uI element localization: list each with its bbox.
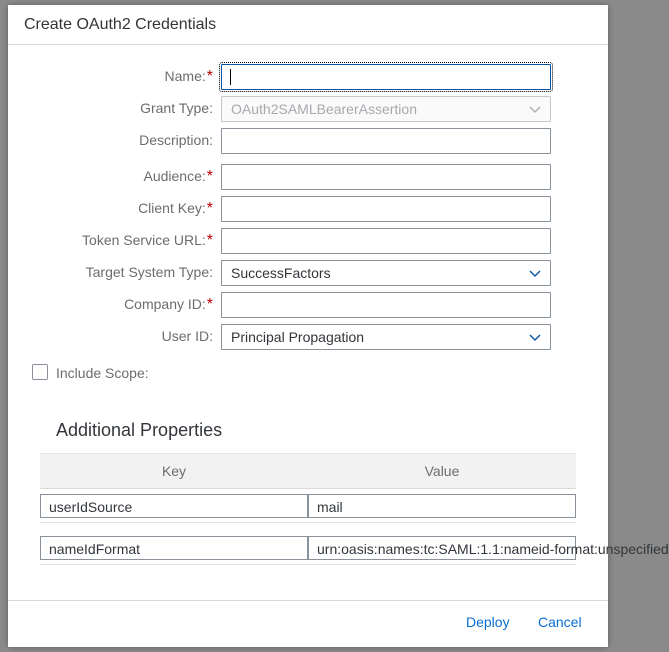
property-key-input[interactable]: nameIdFormat bbox=[40, 536, 308, 560]
user-id-select[interactable] bbox=[221, 324, 551, 350]
target-system-type-select[interactable] bbox=[221, 260, 551, 286]
include-scope-label: Include Scope: bbox=[56, 365, 149, 381]
required-marker: * bbox=[206, 68, 213, 85]
target-system-type-label: Target System Type: bbox=[85, 264, 213, 280]
company-id-input[interactable] bbox=[221, 292, 551, 318]
chevron-down-icon[interactable] bbox=[528, 266, 542, 280]
grant-type-label: Grant Type: bbox=[140, 100, 213, 116]
dialog-footer bbox=[8, 600, 608, 647]
audience-label: Audience:* bbox=[143, 168, 213, 185]
name-input[interactable] bbox=[221, 64, 551, 90]
user-id-label: User ID: bbox=[161, 328, 213, 344]
user-id-row bbox=[8, 324, 608, 350]
deploy-button[interactable]: Deploy bbox=[466, 614, 510, 630]
required-marker: * bbox=[206, 168, 213, 185]
target-system-type-row bbox=[8, 260, 608, 286]
required-marker: * bbox=[206, 296, 213, 313]
audience-input[interactable] bbox=[221, 164, 551, 190]
token-service-url-label: Token Service URL:* bbox=[82, 232, 213, 249]
dialog-header bbox=[8, 5, 608, 45]
column-header-key: Key bbox=[161, 463, 187, 479]
description-label: Description: bbox=[139, 132, 213, 148]
chevron-down-icon bbox=[528, 102, 542, 116]
dialog-title: Create OAuth2 Credentials bbox=[24, 16, 217, 33]
additional-properties-title: Additional Properties bbox=[56, 420, 223, 440]
property-value-input[interactable]: mail bbox=[308, 494, 576, 518]
description-row bbox=[8, 128, 608, 154]
include-scope-checkbox[interactable] bbox=[32, 364, 48, 380]
token-service-url-input[interactable] bbox=[221, 228, 551, 254]
company-id-row bbox=[8, 292, 608, 318]
client-key-input[interactable] bbox=[221, 196, 551, 222]
token-service-url-row bbox=[8, 228, 608, 254]
audience-row bbox=[8, 164, 608, 190]
company-id-label: Company ID:* bbox=[124, 296, 213, 313]
grant-type-row bbox=[8, 96, 608, 122]
target-system-type-value: SuccessFactors bbox=[231, 265, 331, 281]
properties-table-header bbox=[40, 453, 576, 489]
client-key-label: Client Key:* bbox=[138, 200, 213, 217]
name-label: Name:* bbox=[164, 68, 213, 85]
create-oauth2-credentials-dialog bbox=[8, 5, 669, 647]
table-row bbox=[40, 488, 576, 523]
user-id-value: Principal Propagation bbox=[231, 329, 365, 345]
client-key-row bbox=[8, 196, 608, 222]
name-row bbox=[8, 64, 608, 90]
cancel-button[interactable]: Cancel bbox=[538, 614, 582, 630]
table-row bbox=[40, 530, 669, 565]
required-marker: * bbox=[206, 232, 213, 249]
description-input[interactable] bbox=[221, 128, 551, 154]
property-value-input[interactable]: urn:oasis:names:tc:SAML:1.1:nameid-format:unspecified bbox=[308, 536, 576, 560]
property-key-input[interactable]: userIdSource bbox=[40, 494, 308, 518]
text-caret bbox=[230, 69, 231, 85]
required-marker: * bbox=[206, 200, 213, 217]
grant-type-value: OAuth2SAMLBearerAssertion bbox=[231, 101, 417, 117]
chevron-down-icon[interactable] bbox=[528, 330, 542, 344]
grant-type-select bbox=[221, 96, 551, 122]
column-header-value: Value bbox=[424, 463, 460, 479]
